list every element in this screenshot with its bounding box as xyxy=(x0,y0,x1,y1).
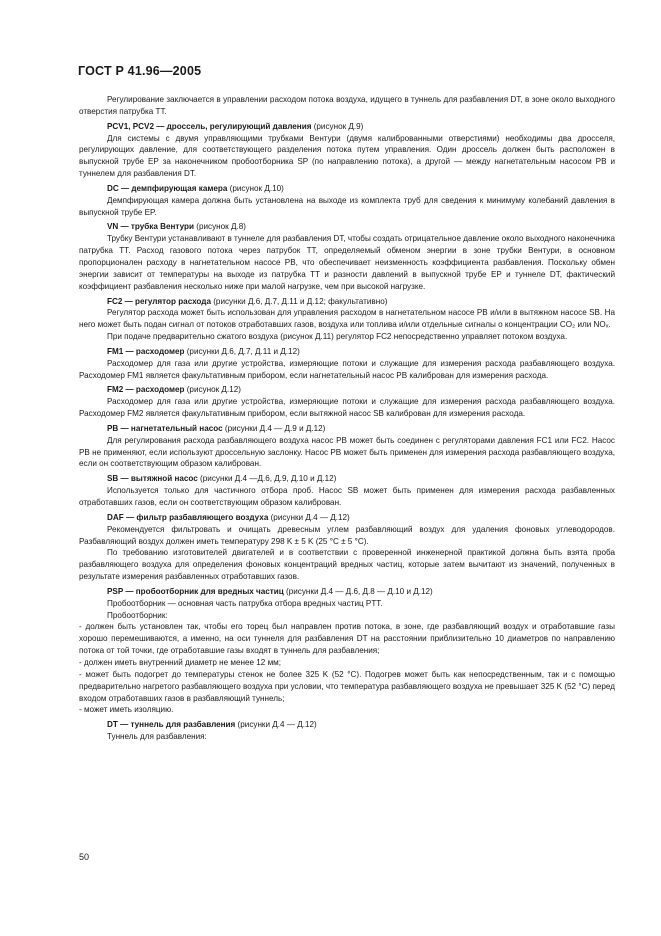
term-label: FC2 — регулятор расхода xyxy=(107,296,211,306)
paragraph: Пробоотборник — основная часть патрубка отбора вредных частиц PTT. xyxy=(107,598,383,608)
paragraph: Для регулирования расхода разбавляющего воздуха насос PB может быть соединен с регуляторами давления FC1 или FC2. Насос PB не применяют, если используют дроссельную заслонку. Насос PB может быть применен для измерения расхода разбавляющего воздуха, если он соответствующим образом калиброван. xyxy=(79,435,615,469)
term-heading xyxy=(79,183,615,195)
term-reference: (рисунки Д.4 —Д.6, Д.9, Д.10 и Д.12) xyxy=(197,474,337,484)
term-heading xyxy=(79,512,615,524)
term-label: VN — трубка Вентури xyxy=(107,222,194,232)
list-item: - может быть подогрет до температуры стенок не более 325 K (52 °C). Подогрев может быть как непосредственным, так и с помощью предварительно нагретого разбавляющего воздуха при условии, что температура разбавляющего воздуха не превышает 325 K (52 °C) перед входом отработавших газов в разбавляющий туннель; xyxy=(79,669,615,703)
paragraph: Регулирование заключается в управлении расходом потока воздуха, идущего в туннель для разбавления DT, в зоне около выходного отверстия патрубка TT. xyxy=(79,95,615,116)
document-header: ГОСТ Р 41.96—2005 xyxy=(78,64,202,78)
paragraph: Расходомер для газа или другие устройства, измеряющие потоки и служащие для измерения расхода разбавляющего воздуха. Расходомер FM2 является факультативным прибором, если вытяжной насос SB калиброван для измерения расхода. xyxy=(79,397,615,419)
term-label: PCV1, PCV2 — дроссель, регулирующий давления xyxy=(107,121,312,131)
term-label: SB — вытяжной насос xyxy=(107,474,198,484)
term-label: FM1 — расходомер xyxy=(107,346,185,356)
paragraph: Трубку Вентури устанавливают в туннеле для разбавления DT, чтобы создать отрицательное давление около выходного наконечника патрубка TT. Расход газового потока через патрубок TT, определяемый обменом энергии в зоне трубки Вентури, в основном пропорционален расходу в нагнетательном насосе PB, что обеспечивает неизменность коэффициента разбавления. Поскольку обмен энергии зависит от температуры на выходе из патрубка TT и разности давлений в выпускной трубе EP и туннеле DT, фактический коэффициент разбавления несколько ниже при малой нагрузке, чем при высокой нагрузке. xyxy=(79,234,615,291)
term-reference: (рисунки Д.4 — Д.12) xyxy=(235,720,317,730)
paragraph: Туннель для разбавления: xyxy=(107,732,207,742)
term-reference: (рисунок Д.8) xyxy=(194,222,246,232)
list-item: - может иметь изоляцию. xyxy=(79,705,174,715)
paragraph: Регулятор расхода может быть использован для управления расходом в нагнетательном насосе PB и/или в вытяжном насосе SB. На него может быть подан сигнал от потоков отработавших газов, воздуха или топлива и/или отдельные сигналы о концентрации CO₂ или NOₓ. xyxy=(79,308,615,330)
term-heading xyxy=(79,719,615,731)
term-label: FM2 — расходомер xyxy=(107,385,185,395)
list-item: - должен быть установлен так, чтобы его торец был направлен против потока, в зоне, где разбавляющий воздух и отработавшие газы хорошо перемешиваются, а именно, на оси туннеля для разбавления DT на расстоянии приблизительно 10 диаметров по направлению потока от той точки, где отработавшие газы входят в туннель для разбавления; xyxy=(79,622,615,656)
paragraph: Рекомендуется фильтровать и очищать древесным углем разбавляющий воздух для удаления фоновых углеводородов. Разбавляющий воздух должен иметь температуру 298 K ± 5 K (25 °C ± 5 °C). xyxy=(79,524,615,546)
paragraph: По требованию изготовителей двигателей и в соответствии с проверенной инженерной практикой должна быть взята проба разбавляющего воздуха для определения фоновых концентраций вредных частиц, которые затем вычитают из значений, полученных в результате измерения разбавленных отработавших газов. xyxy=(79,548,615,582)
term-label: DT — туннель для разбавления xyxy=(107,720,236,730)
paragraph: Используется только для частичного отбора проб. Насос SB может быть применен для измерения расхода разбавленных отработавших газов, если он соответствующим образом калиброван. xyxy=(79,486,615,507)
term-reference: (рисунки Д.6, Д.7, Д.11 и Д.12) xyxy=(184,346,300,356)
term-heading xyxy=(79,346,615,358)
paragraph: Демпфирующая камера должна быть установлена на выходе из комплекта труб для сведения к минимуму колебаний давления в выпускной трубе EP. xyxy=(79,195,615,217)
paragraph: При подаче предварительно сжатого воздуха (рисунок Д.11) регулятор FC2 непосредственно управляет потоком воздуха. xyxy=(107,332,568,342)
list-item: - должен иметь внутренний диаметр не менее 12 мм; xyxy=(79,657,282,667)
term-reference: (рисунок Д.12) xyxy=(184,385,241,395)
paragraph: Для системы с двумя управляющими трубками Вентури (двумя калиброванными отверстиями) необходимы два дросселя, регулирующих давление, для соответствующего разделения потока путем управления. Один дроссель должен быть расположен в выпускной трубе EP за наконечником пробоотборника SP (по направлению потока), а другой — между нагнетательным насосом PB и туннелем для разбавления DT. xyxy=(79,133,615,179)
paragraph: Расходомер для газа или другие устройства, измеряющие потоки и служащие для измерения расхода разбавляющего воздуха. Расходомер FM1 является факультативным прибором, если нагнетательный насос PB калиброван для измерения расхода. xyxy=(79,358,615,380)
term-reference: (рисунки Д.6, Д.7, Д.11 и Д.12; факультативно) xyxy=(210,296,388,306)
page-number: 50 xyxy=(79,852,90,862)
term-label: PSP — пробоотборник для вредных частиц xyxy=(107,586,284,596)
term-heading xyxy=(79,473,615,485)
term-reference: (рисунки Д.4 — Д.9 и Д.12) xyxy=(222,423,326,433)
paragraph: Пробоотборник: xyxy=(107,610,168,620)
term-heading xyxy=(79,121,615,133)
term-reference: (рисунки Д.4 — Д.12) xyxy=(268,512,350,522)
term-heading xyxy=(79,296,615,308)
term-reference: (рисунок Д.9) xyxy=(311,121,364,131)
term-reference: (рисунки Д.4 — Д.6, Д.8 — Д.10 и Д.12) xyxy=(283,586,433,596)
term-label: DC — демпфирующая камера xyxy=(107,183,228,193)
term-heading xyxy=(79,423,615,435)
term-heading xyxy=(79,384,615,396)
term-label: DAF — фильтр разбавляющего воздуха xyxy=(107,512,269,522)
term-heading xyxy=(79,586,615,598)
term-reference: (рисунок Д.10) xyxy=(227,183,284,193)
term-heading xyxy=(79,221,615,233)
document-body xyxy=(79,94,615,743)
term-label: PB — нагнетательный насос xyxy=(107,423,223,433)
